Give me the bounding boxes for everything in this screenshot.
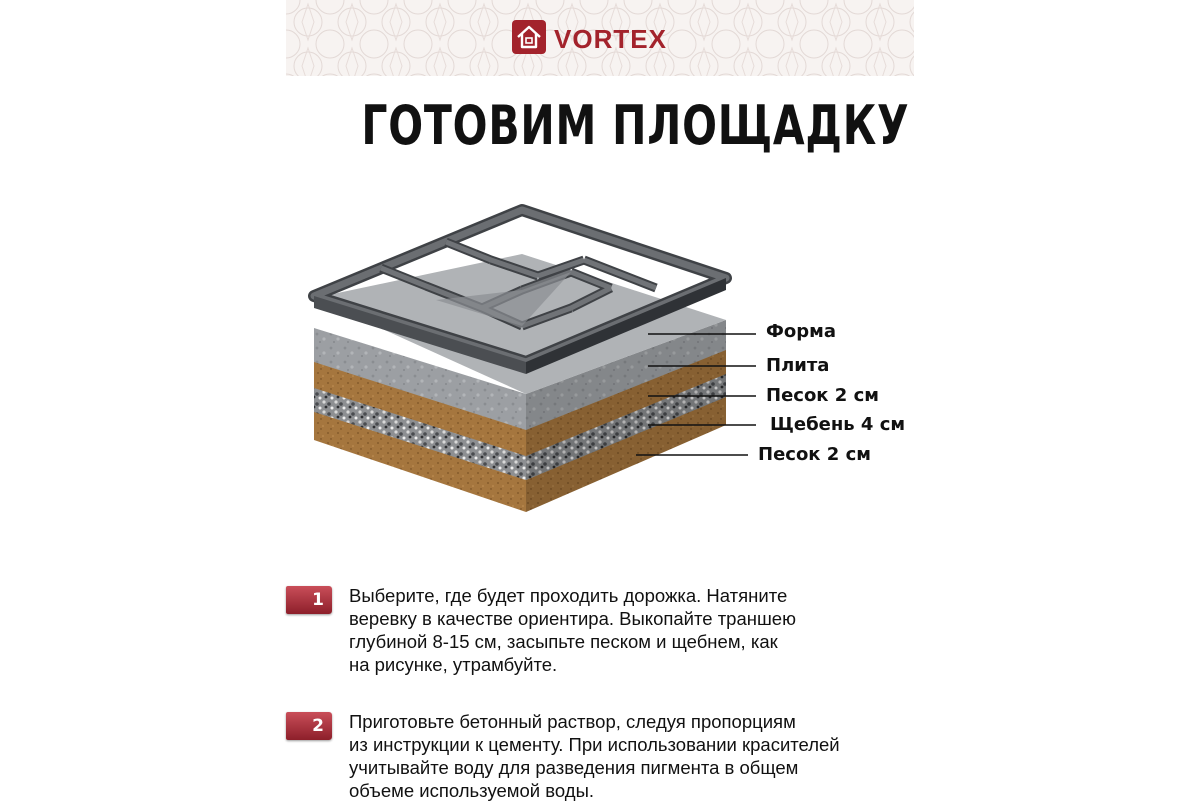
step-number-badge: 2: [286, 712, 332, 740]
step-number-badge: 1: [286, 586, 332, 614]
step-text: [349, 710, 914, 802]
layer-label-sand-bottom: Песок 2 см: [758, 444, 871, 465]
step-text-line: учитывайте воду для разведения пигмента в общем: [349, 757, 799, 778]
brand-name: VORTEX: [554, 24, 667, 54]
house-icon: [512, 20, 546, 59]
layer-label-gravel: Щебень 4 см: [770, 414, 906, 435]
brand-logo: [512, 20, 667, 59]
step-text-line: веревку в качестве ориентира. Выкопайте траншею: [349, 608, 796, 629]
layer-label-sand-top: Песок 2 см: [766, 385, 879, 406]
header-band: [286, 0, 914, 76]
step-text-line: на рисунке, утрамбуйте.: [349, 654, 558, 675]
page-title: ГОТОВИМ ПЛОЩАДКУ: [361, 94, 910, 157]
layer-label-plita: Плита: [766, 355, 830, 376]
layer-label-forma: Форма: [766, 321, 836, 342]
step-text-line: Приготовьте бетонный раствор, следуя пропорциям: [349, 711, 796, 732]
layers-diagram: [286, 190, 914, 530]
step-text-line: глубиной 8-15 см, засыпьте песком и щебнем, как: [349, 631, 778, 652]
step-text-line: из инструкции к цементу. При использовании красителей: [349, 734, 840, 755]
page: [286, 0, 914, 800]
step-text-line: объеме используемой воды.: [349, 780, 595, 801]
step-text: [349, 584, 914, 676]
step-text-line: Выберите, где будет проходить дорожка. Натяните: [349, 585, 788, 606]
